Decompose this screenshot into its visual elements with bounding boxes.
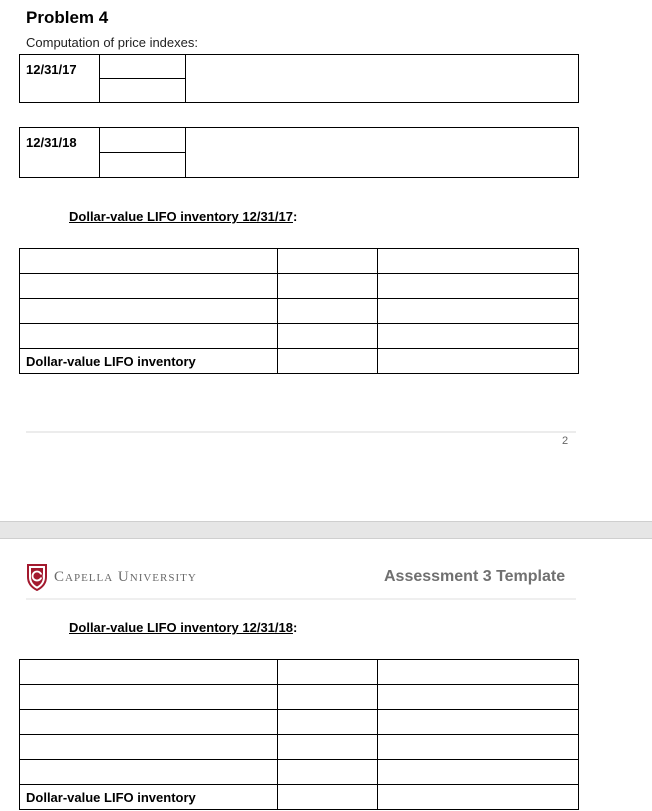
table-cell[interactable] [100, 128, 186, 153]
lifo-heading-2017 [69, 208, 297, 226]
table-cell[interactable] [186, 128, 579, 178]
table-cell[interactable] [20, 324, 278, 349]
lifo-heading-text: Dollar-value LIFO inventory 12/31/18 [69, 620, 293, 635]
date-label: 12/31/18 [20, 128, 100, 178]
table-cell[interactable] [100, 79, 186, 103]
table-cell[interactable] [378, 785, 579, 810]
table-cell[interactable] [378, 760, 579, 785]
table-cell[interactable] [378, 735, 579, 760]
lifo-heading-colon: : [292, 620, 298, 635]
table-cell[interactable] [20, 685, 278, 710]
table-cell[interactable] [278, 760, 378, 785]
table-cell[interactable] [378, 299, 579, 324]
lifo-table-2017 [19, 248, 579, 374]
table-cell[interactable] [100, 153, 186, 178]
table-cell[interactable] [278, 660, 378, 685]
table-cell[interactable] [20, 760, 278, 785]
table-cell[interactable] [20, 710, 278, 735]
shield-icon [26, 563, 48, 591]
table-cell[interactable] [278, 299, 378, 324]
lifo-heading-2018 [69, 619, 297, 637]
page-separator [0, 521, 652, 539]
lifo-heading-colon: : [292, 209, 298, 224]
price-index-table-2018 [19, 127, 579, 178]
price-index-table-2017 [19, 54, 579, 103]
table-cell[interactable] [278, 324, 378, 349]
header-title: Assessment 3 Template [384, 568, 566, 585]
date-label: 12/31/17 [20, 55, 100, 103]
total-label: Dollar-value LIFO inventory [20, 785, 278, 810]
table-cell[interactable] [378, 274, 579, 299]
lifo-table-2018 [19, 659, 579, 810]
table-cell[interactable] [186, 55, 579, 103]
table-cell[interactable] [378, 660, 579, 685]
table-cell[interactable] [20, 735, 278, 760]
table-cell[interactable] [378, 349, 579, 374]
footer-divider [26, 431, 576, 433]
table-cell[interactable] [278, 349, 378, 374]
problem-title: Problem 4 [26, 8, 109, 27]
table-cell[interactable] [278, 685, 378, 710]
total-label: Dollar-value LIFO inventory [20, 349, 278, 374]
table-cell[interactable] [278, 710, 378, 735]
capella-logo [26, 563, 197, 591]
table-cell[interactable] [278, 274, 378, 299]
table-cell[interactable] [100, 55, 186, 79]
table-cell[interactable] [378, 685, 579, 710]
table-cell[interactable] [378, 710, 579, 735]
table-cell[interactable] [20, 274, 278, 299]
table-cell[interactable] [20, 299, 278, 324]
table-cell[interactable] [378, 324, 579, 349]
page-number: 2 [562, 435, 569, 447]
lifo-heading-text: Dollar-value LIFO inventory 12/31/17 [69, 209, 293, 224]
subtitle: Computation of price indexes: [26, 35, 198, 50]
table-cell[interactable] [278, 735, 378, 760]
table-cell[interactable] [20, 249, 278, 274]
table-cell[interactable] [378, 249, 579, 274]
table-cell[interactable] [20, 660, 278, 685]
logo-text: Capella University [54, 568, 197, 585]
table-cell[interactable] [278, 249, 378, 274]
table-cell[interactable] [278, 785, 378, 810]
header-divider [26, 598, 576, 600]
